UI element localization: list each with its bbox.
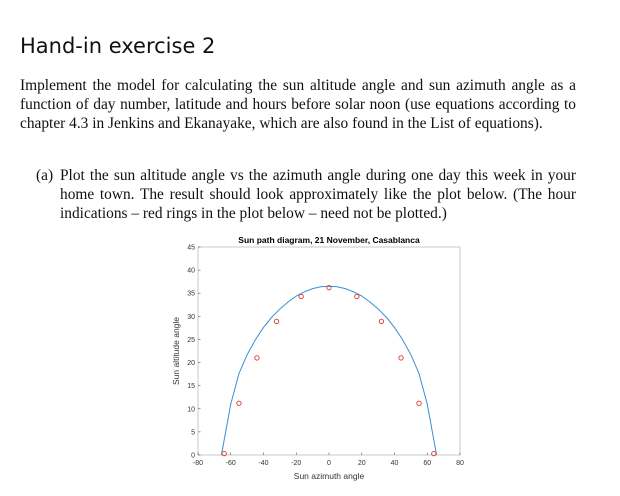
y-tick-label: 25 (187, 336, 195, 344)
y-tick-label: 5 (191, 429, 195, 437)
y-tick-label: 0 (191, 452, 195, 460)
y-tick-label: 15 (187, 383, 195, 391)
x-tick-label: 40 (390, 460, 399, 467)
y-axis-label: Sun altitude angle (171, 316, 181, 386)
x-axis-label: Sun azimuth angle (293, 471, 365, 481)
y-tick-label: 35 (187, 290, 195, 298)
y-tick-label: 30 (187, 313, 195, 321)
item-a-text: Plot the sun altitude angle vs the azimuth angle during one day this week in your home town. The result should look approximately like the plot below. (The hour indications – red rings in the plot below – need not be plotted.) (60, 167, 576, 222)
x-tick-label: -20 (291, 460, 302, 467)
y-tick-label: 10 (187, 406, 195, 414)
chart-title: Sun path diagram, 21 November, Casablanca (238, 235, 420, 245)
x-tick-label: 60 (423, 460, 432, 467)
x-tick-label: -60 (225, 460, 236, 467)
x-tick-label: -40 (258, 460, 269, 467)
y-tick-label: 20 (187, 360, 195, 368)
exercise-paragraph: Implement the model for calculating the sun altitude angle and sun azimuth angle as a function of day number, latitude and hours before solar noon (use equations according to chapter 4.3 in Jenkins and Ekanayake, which are also found in the List of equations). (20, 77, 576, 132)
x-tick-label: -80 (192, 460, 204, 467)
chart-axes (171, 235, 460, 481)
x-tick-label: 0 (327, 460, 331, 467)
x-tick-label: 80 (456, 460, 464, 467)
plot-frame (198, 247, 460, 455)
y-tick-label: 40 (187, 267, 195, 275)
x-tick-label: 20 (357, 460, 366, 467)
exercise-heading: Hand-in exercise 2 (20, 34, 216, 58)
item-a-label: (a) (36, 167, 54, 184)
y-tick-label: 45 (187, 244, 195, 252)
